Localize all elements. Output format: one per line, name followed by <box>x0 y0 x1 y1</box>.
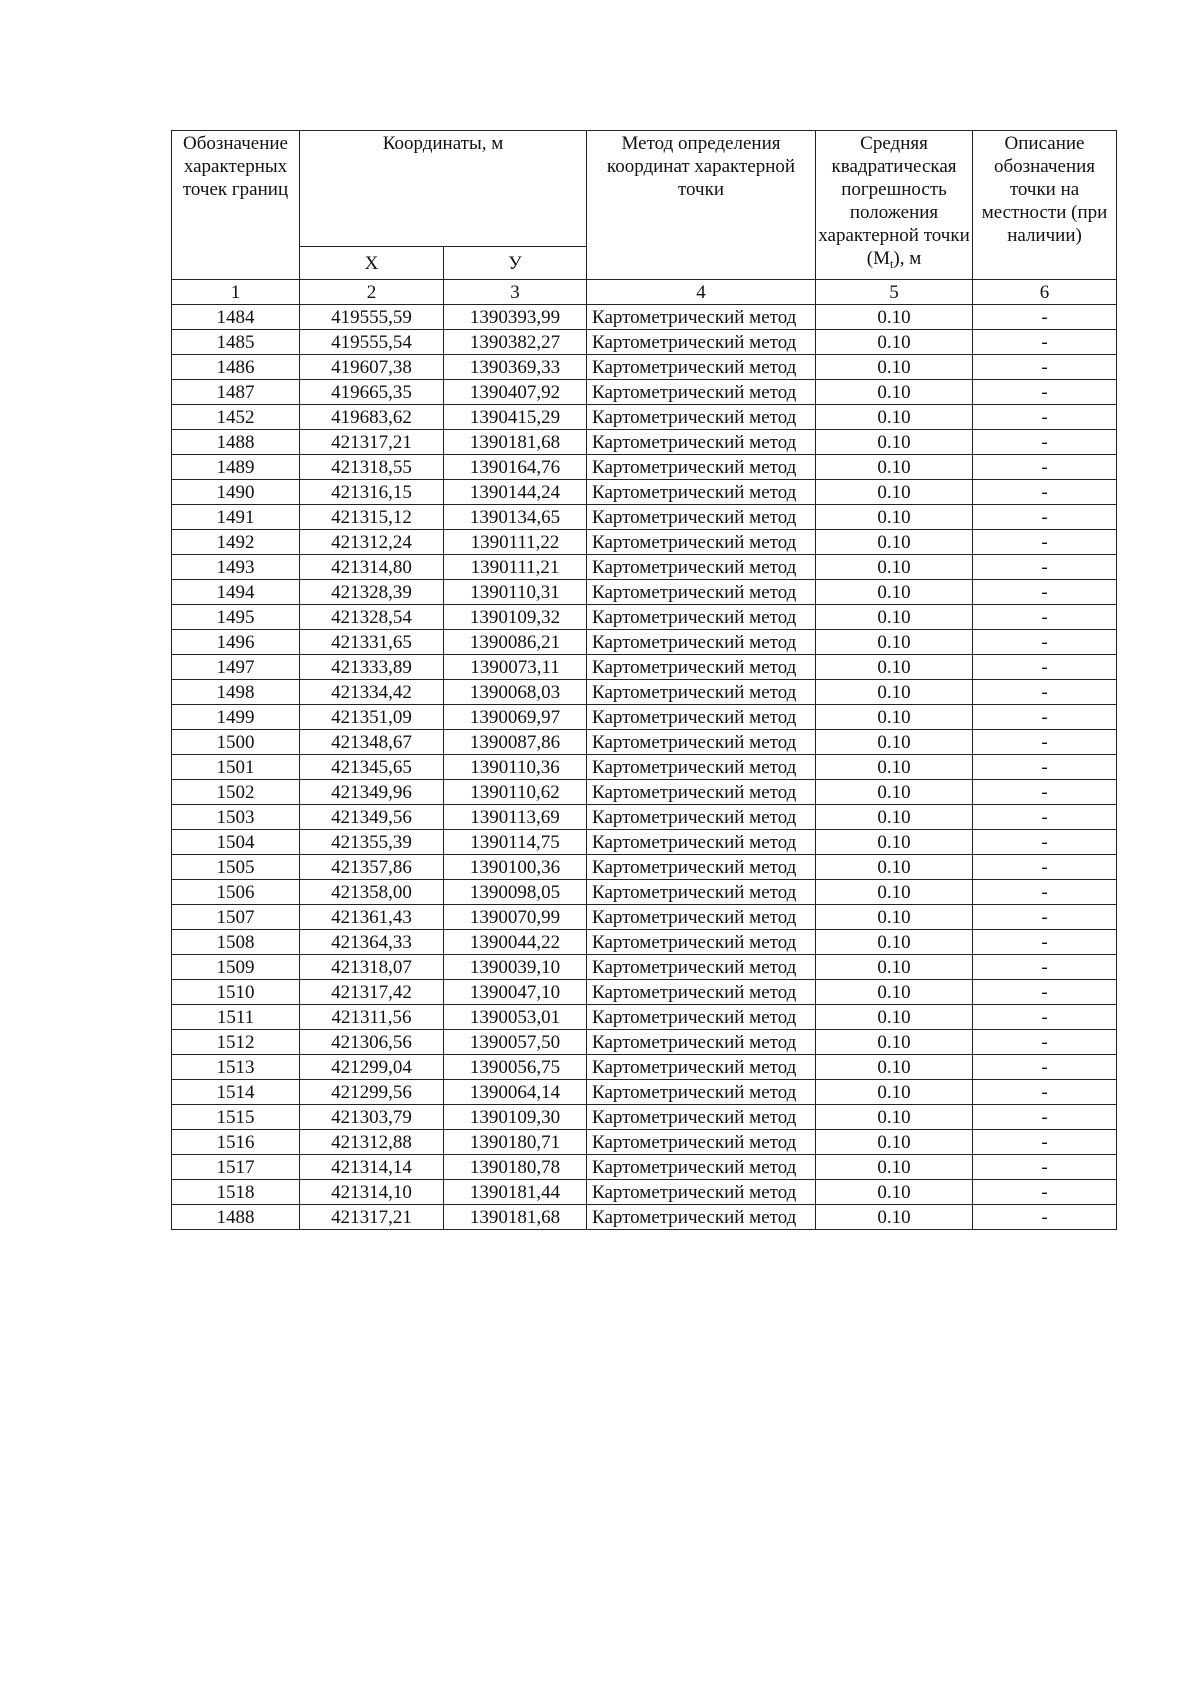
method-cell: Картометрический метод <box>587 1005 816 1030</box>
method-cell: Картометрический метод <box>587 730 816 755</box>
point-cell: 1494 <box>172 580 300 605</box>
table-body <box>172 305 1117 1230</box>
method-cell: Картометрический метод <box>587 855 816 880</box>
y-cell: 1390181,68 <box>444 1205 587 1230</box>
y-cell: 1390109,30 <box>444 1105 587 1130</box>
point-cell: 1499 <box>172 705 300 730</box>
table-row <box>172 1105 1117 1130</box>
method-cell: Картометрический метод <box>587 1180 816 1205</box>
table-row <box>172 505 1117 530</box>
x-cell: 421318,07 <box>300 955 444 980</box>
x-cell: 421314,80 <box>300 555 444 580</box>
method-cell: Картометрический метод <box>587 455 816 480</box>
point-cell: 1488 <box>172 1205 300 1230</box>
point-cell: 1516 <box>172 1130 300 1155</box>
error-cell: 0.10 <box>816 955 973 980</box>
table-row <box>172 330 1117 355</box>
method-cell: Картометрический метод <box>587 430 816 455</box>
table-row <box>172 605 1117 630</box>
column-number-row <box>172 280 1117 305</box>
y-cell: 1390114,75 <box>444 830 587 855</box>
method-cell: Картометрический метод <box>587 755 816 780</box>
table-row <box>172 1005 1117 1030</box>
table-row <box>172 1130 1117 1155</box>
point-cell: 1504 <box>172 830 300 855</box>
table-row <box>172 380 1117 405</box>
method-cell: Картометрический метод <box>587 1055 816 1080</box>
header-method: Метод определения координат характерной точки <box>587 131 816 280</box>
description-cell: - <box>973 1180 1117 1205</box>
error-cell: 0.10 <box>816 730 973 755</box>
method-cell: Картометрический метод <box>587 305 816 330</box>
point-cell: 1509 <box>172 955 300 980</box>
column-number: 4 <box>587 280 816 305</box>
point-cell: 1452 <box>172 405 300 430</box>
error-cell: 0.10 <box>816 355 973 380</box>
header-error-text: Средняя квадратическая погрешность положения характерной точки (M <box>818 133 970 269</box>
table-row <box>172 805 1117 830</box>
y-cell: 1390164,76 <box>444 455 587 480</box>
description-cell: - <box>973 330 1117 355</box>
error-cell: 0.10 <box>816 1080 973 1105</box>
table-row <box>172 880 1117 905</box>
y-cell: 1390181,44 <box>444 1180 587 1205</box>
y-cell: 1390110,31 <box>444 580 587 605</box>
description-cell: - <box>973 305 1117 330</box>
x-cell: 419683,62 <box>300 405 444 430</box>
method-cell: Картометрический метод <box>587 355 816 380</box>
y-cell: 1390415,29 <box>444 405 587 430</box>
point-cell: 1489 <box>172 455 300 480</box>
y-cell: 1390057,50 <box>444 1030 587 1055</box>
y-cell: 1390098,05 <box>444 880 587 905</box>
y-cell: 1390044,22 <box>444 930 587 955</box>
x-cell: 421312,24 <box>300 530 444 555</box>
y-cell: 1390087,86 <box>444 730 587 755</box>
method-cell: Картометрический метод <box>587 1105 816 1130</box>
y-cell: 1390369,33 <box>444 355 587 380</box>
description-cell: - <box>973 680 1117 705</box>
x-cell: 421355,39 <box>300 830 444 855</box>
x-cell: 421317,42 <box>300 980 444 1005</box>
y-cell: 1390056,75 <box>444 1055 587 1080</box>
y-cell: 1390086,21 <box>444 630 587 655</box>
error-cell: 0.10 <box>816 980 973 1005</box>
description-cell: - <box>973 1155 1117 1180</box>
y-cell: 1390068,03 <box>444 680 587 705</box>
table-row <box>172 1155 1117 1180</box>
y-cell: 1390047,10 <box>444 980 587 1005</box>
header-error-subscript: t <box>890 257 894 271</box>
description-cell: - <box>973 605 1117 630</box>
x-cell: 419555,59 <box>300 305 444 330</box>
y-cell: 1390073,11 <box>444 655 587 680</box>
description-cell: - <box>973 455 1117 480</box>
error-cell: 0.10 <box>816 705 973 730</box>
point-cell: 1496 <box>172 630 300 655</box>
error-cell: 0.10 <box>816 480 973 505</box>
y-cell: 1390100,36 <box>444 855 587 880</box>
header-coordinates: Координаты, м <box>300 131 587 247</box>
x-cell: 421303,79 <box>300 1105 444 1130</box>
point-cell: 1517 <box>172 1155 300 1180</box>
description-cell: - <box>973 1130 1117 1155</box>
table-row <box>172 830 1117 855</box>
table-row <box>172 855 1117 880</box>
description-cell: - <box>973 1080 1117 1105</box>
x-cell: 421314,14 <box>300 1155 444 1180</box>
error-cell: 0.10 <box>816 855 973 880</box>
error-cell: 0.10 <box>816 405 973 430</box>
error-cell: 0.10 <box>816 630 973 655</box>
table-row <box>172 1180 1117 1205</box>
description-cell: - <box>973 780 1117 805</box>
error-cell: 0.10 <box>816 905 973 930</box>
error-cell: 0.10 <box>816 1105 973 1130</box>
error-cell: 0.10 <box>816 780 973 805</box>
y-cell: 1390181,68 <box>444 430 587 455</box>
point-cell: 1515 <box>172 1105 300 1130</box>
method-cell: Картометрический метод <box>587 630 816 655</box>
error-cell: 0.10 <box>816 1130 973 1155</box>
x-cell: 421317,21 <box>300 430 444 455</box>
error-cell: 0.10 <box>816 530 973 555</box>
description-cell: - <box>973 1005 1117 1030</box>
method-cell: Картометрический метод <box>587 830 816 855</box>
x-cell: 421331,65 <box>300 630 444 655</box>
point-cell: 1507 <box>172 905 300 930</box>
x-cell: 419665,35 <box>300 380 444 405</box>
description-cell: - <box>973 655 1117 680</box>
table-row <box>172 555 1117 580</box>
description-cell: - <box>973 630 1117 655</box>
description-cell: - <box>973 730 1117 755</box>
description-cell: - <box>973 905 1117 930</box>
table-row <box>172 430 1117 455</box>
method-cell: Картометрический метод <box>587 1030 816 1055</box>
header-error-unit: ), м <box>893 248 922 269</box>
error-cell: 0.10 <box>816 755 973 780</box>
method-cell: Картометрический метод <box>587 530 816 555</box>
y-cell: 1390111,22 <box>444 530 587 555</box>
error-cell: 0.10 <box>816 380 973 405</box>
x-cell: 421364,33 <box>300 930 444 955</box>
method-cell: Картометрический метод <box>587 705 816 730</box>
description-cell: - <box>973 505 1117 530</box>
header-description: Описание обозначения точки на местности (при наличии) <box>973 131 1117 280</box>
error-cell: 0.10 <box>816 580 973 605</box>
method-cell: Картометрический метод <box>587 380 816 405</box>
description-cell: - <box>973 1055 1117 1080</box>
description-cell: - <box>973 980 1117 1005</box>
x-cell: 421299,56 <box>300 1080 444 1105</box>
error-cell: 0.10 <box>816 505 973 530</box>
table-row <box>172 680 1117 705</box>
point-cell: 1493 <box>172 555 300 580</box>
description-cell: - <box>973 1205 1117 1230</box>
error-cell: 0.10 <box>816 655 973 680</box>
method-cell: Картометрический метод <box>587 780 816 805</box>
column-number: 3 <box>444 280 587 305</box>
table-row <box>172 580 1117 605</box>
y-cell: 1390053,01 <box>444 1005 587 1030</box>
point-cell: 1513 <box>172 1055 300 1080</box>
point-cell: 1486 <box>172 355 300 380</box>
y-cell: 1390407,92 <box>444 380 587 405</box>
x-cell: 421315,12 <box>300 505 444 530</box>
y-cell: 1390382,27 <box>444 330 587 355</box>
x-cell: 421311,56 <box>300 1005 444 1030</box>
error-cell: 0.10 <box>816 305 973 330</box>
x-cell: 421312,88 <box>300 1130 444 1155</box>
table-row <box>172 730 1117 755</box>
y-cell: 1390110,36 <box>444 755 587 780</box>
description-cell: - <box>973 1105 1117 1130</box>
error-cell: 0.10 <box>816 430 973 455</box>
error-cell: 0.10 <box>816 1180 973 1205</box>
point-cell: 1503 <box>172 805 300 830</box>
x-cell: 421361,43 <box>300 905 444 930</box>
description-cell: - <box>973 930 1117 955</box>
method-cell: Картометрический метод <box>587 1130 816 1155</box>
header-x: X <box>300 247 444 280</box>
method-cell: Картометрический метод <box>587 805 816 830</box>
error-cell: 0.10 <box>816 880 973 905</box>
description-cell: - <box>973 855 1117 880</box>
point-cell: 1498 <box>172 680 300 705</box>
method-cell: Картометрический метод <box>587 930 816 955</box>
x-cell: 421328,39 <box>300 580 444 605</box>
description-cell: - <box>973 555 1117 580</box>
point-cell: 1506 <box>172 880 300 905</box>
x-cell: 421299,04 <box>300 1055 444 1080</box>
y-cell: 1390180,78 <box>444 1155 587 1180</box>
table-row <box>172 655 1117 680</box>
y-cell: 1390134,65 <box>444 505 587 530</box>
error-cell: 0.10 <box>816 830 973 855</box>
point-cell: 1514 <box>172 1080 300 1105</box>
table-row <box>172 1055 1117 1080</box>
x-cell: 421348,67 <box>300 730 444 755</box>
table-row <box>172 1080 1117 1105</box>
x-cell: 419607,38 <box>300 355 444 380</box>
x-cell: 421316,15 <box>300 480 444 505</box>
error-cell: 0.10 <box>816 1055 973 1080</box>
method-cell: Картометрический метод <box>587 480 816 505</box>
description-cell: - <box>973 530 1117 555</box>
table-row <box>172 755 1117 780</box>
y-cell: 1390393,99 <box>444 305 587 330</box>
table-row <box>172 630 1117 655</box>
header-point-designation: Обозначение характерных точек границ <box>172 131 300 280</box>
error-cell: 0.10 <box>816 680 973 705</box>
method-cell: Картометрический метод <box>587 1205 816 1230</box>
y-cell: 1390109,32 <box>444 605 587 630</box>
point-cell: 1508 <box>172 930 300 955</box>
method-cell: Картометрический метод <box>587 680 816 705</box>
method-cell: Картометрический метод <box>587 1155 816 1180</box>
x-cell: 421314,10 <box>300 1180 444 1205</box>
table-row <box>172 705 1117 730</box>
point-cell: 1488 <box>172 430 300 455</box>
table-row <box>172 455 1117 480</box>
column-number: 1 <box>172 280 300 305</box>
error-cell: 0.10 <box>816 930 973 955</box>
description-cell: - <box>973 580 1117 605</box>
description-cell: - <box>973 380 1117 405</box>
description-cell: - <box>973 830 1117 855</box>
description-cell: - <box>973 705 1117 730</box>
y-cell: 1390110,62 <box>444 780 587 805</box>
x-cell: 421333,89 <box>300 655 444 680</box>
error-cell: 0.10 <box>816 455 973 480</box>
point-cell: 1510 <box>172 980 300 1005</box>
x-cell: 421349,96 <box>300 780 444 805</box>
x-cell: 421306,56 <box>300 1030 444 1055</box>
error-cell: 0.10 <box>816 1030 973 1055</box>
y-cell: 1390113,69 <box>444 805 587 830</box>
method-cell: Картометрический метод <box>587 405 816 430</box>
x-cell: 421351,09 <box>300 705 444 730</box>
method-cell: Картометрический метод <box>587 580 816 605</box>
table-row <box>172 305 1117 330</box>
description-cell: - <box>973 480 1117 505</box>
x-cell: 421357,86 <box>300 855 444 880</box>
x-cell: 421345,65 <box>300 755 444 780</box>
error-cell: 0.10 <box>816 805 973 830</box>
table-row <box>172 930 1117 955</box>
table-row <box>172 530 1117 555</box>
table-row <box>172 1030 1117 1055</box>
column-number: 2 <box>300 280 444 305</box>
x-cell: 421318,55 <box>300 455 444 480</box>
x-cell: 421328,54 <box>300 605 444 630</box>
point-cell: 1497 <box>172 655 300 680</box>
table-row <box>172 955 1117 980</box>
description-cell: - <box>973 405 1117 430</box>
y-cell: 1390144,24 <box>444 480 587 505</box>
y-cell: 1390064,14 <box>444 1080 587 1105</box>
header-error <box>816 131 973 280</box>
method-cell: Картометрический метод <box>587 505 816 530</box>
header-y: У <box>444 247 587 280</box>
point-cell: 1511 <box>172 1005 300 1030</box>
x-cell: 421334,42 <box>300 680 444 705</box>
method-cell: Картометрический метод <box>587 980 816 1005</box>
method-cell: Картометрический метод <box>587 605 816 630</box>
method-cell: Картометрический метод <box>587 655 816 680</box>
error-cell: 0.10 <box>816 605 973 630</box>
error-cell: 0.10 <box>816 1005 973 1030</box>
x-cell: 419555,54 <box>300 330 444 355</box>
method-cell: Картометрический метод <box>587 905 816 930</box>
coordinates-table <box>171 130 1117 1230</box>
point-cell: 1490 <box>172 480 300 505</box>
point-cell: 1502 <box>172 780 300 805</box>
point-cell: 1485 <box>172 330 300 355</box>
point-cell: 1487 <box>172 380 300 405</box>
x-cell: 421358,00 <box>300 880 444 905</box>
table-row <box>172 980 1117 1005</box>
table-row <box>172 480 1117 505</box>
description-cell: - <box>973 355 1117 380</box>
description-cell: - <box>973 755 1117 780</box>
table-row <box>172 780 1117 805</box>
table-row <box>172 355 1117 380</box>
description-cell: - <box>973 430 1117 455</box>
table-row <box>172 405 1117 430</box>
point-cell: 1518 <box>172 1180 300 1205</box>
method-cell: Картометрический метод <box>587 555 816 580</box>
point-cell: 1491 <box>172 505 300 530</box>
column-number: 5 <box>816 280 973 305</box>
error-cell: 0.10 <box>816 1155 973 1180</box>
y-cell: 1390111,21 <box>444 555 587 580</box>
method-cell: Картометрический метод <box>587 955 816 980</box>
x-cell: 421349,56 <box>300 805 444 830</box>
point-cell: 1492 <box>172 530 300 555</box>
table-row <box>172 1205 1117 1230</box>
y-cell: 1390180,71 <box>444 1130 587 1155</box>
y-cell: 1390070,99 <box>444 905 587 930</box>
error-cell: 0.10 <box>816 330 973 355</box>
description-cell: - <box>973 805 1117 830</box>
method-cell: Картометрический метод <box>587 1080 816 1105</box>
description-cell: - <box>973 880 1117 905</box>
error-cell: 0.10 <box>816 555 973 580</box>
y-cell: 1390039,10 <box>444 955 587 980</box>
y-cell: 1390069,97 <box>444 705 587 730</box>
point-cell: 1512 <box>172 1030 300 1055</box>
method-cell: Картометрический метод <box>587 330 816 355</box>
x-cell: 421317,21 <box>300 1205 444 1230</box>
method-cell: Картометрический метод <box>587 880 816 905</box>
column-number: 6 <box>973 280 1117 305</box>
description-cell: - <box>973 1030 1117 1055</box>
point-cell: 1495 <box>172 605 300 630</box>
description-cell: - <box>973 955 1117 980</box>
point-cell: 1505 <box>172 855 300 880</box>
table-row <box>172 905 1117 930</box>
point-cell: 1484 <box>172 305 300 330</box>
error-cell: 0.10 <box>816 1205 973 1230</box>
point-cell: 1501 <box>172 755 300 780</box>
point-cell: 1500 <box>172 730 300 755</box>
